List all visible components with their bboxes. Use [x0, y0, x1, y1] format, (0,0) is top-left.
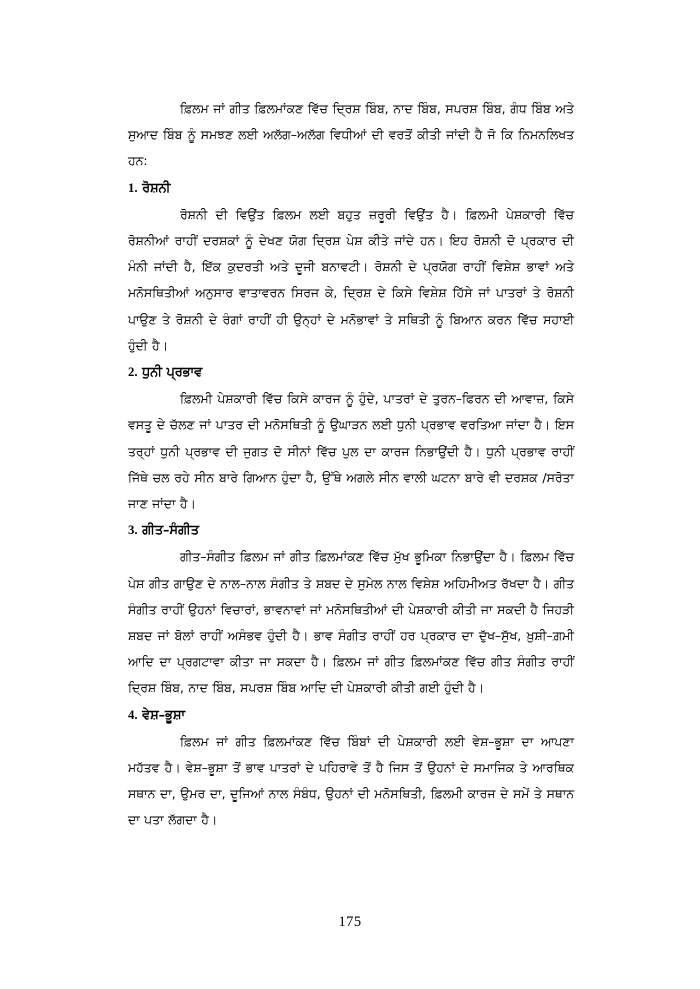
section-number-1: 1.	[128, 180, 138, 195]
intro-paragraph: ਫ਼ਿਲਮ ਜਾਂ ਗੀਤ ਫ਼ਿਲਮਾਂਕਣ ਵਿੱਚ ਦ੍ਰਿਸ਼ ਬਿੰਬ, ਨਾਦ ਬਿੰਬ, ਸਪਰਸ਼ ਬਿੰਬ, ਗੰਧ ਬਿੰਬ ਅਤੇ ਸੁਆਦ ਬਿੰਬ ਨੂੰ ਸਮਝਣ ਲਈ ਅਲੱਗ–ਅਲੱਗ ਵਿਧੀਆਂ ਦੀ ਵਰਤੋਂ ਕੀਤੀ ਜਾਂਦੀ ਹੈ ਜੋ ਕਿ ਨਿਮਨਲਿਖਤ ਹਨ:	[128, 101, 574, 169]
section-body-4: ਫ਼ਿਲਮ ਜਾਂ ਗੀਤ ਫ਼ਿਲਮਾਂਕਣ ਵਿੱਚ ਬਿੰਬਾਂ ਦੀ ਪੇਸ਼ਕਾਰੀ ਲਈ ਵੇਸ਼–ਭੂਸ਼ਾ ਦਾ ਆਪਣਾ ਮਹੱਤਵ ਹੈ। ਵੇਸ਼–ਭੂਸ਼ਾ ਤੋਂ ਭਾਵ ਪਾਤਰਾਂ ਦੇ ਪਹਿਰਾਵੇ ਤੋਂ ਹੈ ਜਿਸ ਤੋਂ ਉਹਨਾਂ ਦੇ ਸਮਾਜਿਕ ਤੇ ਆਰਥਿਕ ਸਥਾਨ ਦਾ, ਉਮਰ ਦਾ, ਦੂਜਿਆਂ ਨਾਲ ਸੰਬੰਧ, ਉਹਨਾਂ ਦੀ ਮਨੋਸਥਿਤੀ, ਫ਼ਿਲਮੀ ਕਾਰਜ ਦੇ ਸਮੇਂ ਤੇ ਸਥਾਨ ਦਾ ਪਤਾ ਲੱਗਦਾ ਹੈ।	[128, 733, 574, 828]
section-body-1: ਰੋਸ਼ਨੀ ਦੀ ਵਿਉਂਤ ਫ਼ਿਲਮ ਲਈ ਬਹੁਤ ਜ਼ਰੂਰੀ ਵਿਉਂਤ ਹੈ। ਫ਼ਿਲਮੀ ਪੇਸ਼ਕਾਰੀ ਵਿੱਚ ਰੋਸ਼ਨੀਆਂ ਰਾਹੀਂ ਦਰਸ਼ਕਾਂ ਨੂੰ ਦੇਖਣ ਯੋਗ ਦ੍ਰਿਸ਼ ਪੇਸ਼ ਕੀਤੇ ਜਾਂਦੇ ਹਨ। ਇਹ ਰੋਸ਼ਨੀ ਦੋ ਪ੍ਰਕਾਰ ਦੀ ਮੰਨੀ ਜਾਂਦੀ ਹੈ, ਇੱਕ ਕੁਦਰਤੀ ਅਤੇ ਦੂਜੀ ਬਨਾਵਟੀ। ਰੋਸ਼ਨੀ ਦੇ ਪ੍ਰਯੋਗ ਰਾਹੀਂ ਵਿਸ਼ੇਸ਼ ਭਾਵਾਂ ਅਤੇ ਮਨੋਸਥਿਤੀਆਂ ਅਨੁਸਾਰ ਵਾਤਾਵਰਨ ਸਿਰਜ ਕੇ, ਦ੍ਰਿਸ਼ ਦੇ ਕਿਸੇ ਵਿਸ਼ੇਸ਼ ਹਿੱਸੇ ਜਾਂ ਪਾਤਰਾਂ ਤੇ ਰੋਸ਼ਨੀ ਪਾਉਣ ਤੇ ਰੋਸ਼ਨੀ ਦੇ ਰੰਗਾਂ ਰਾਹੀਂ ਹੀ ਉਨ੍ਹਾਂ ਦੇ ਮਨੋਭਾਵਾਂ ਤੇ ਸਥਿਤੀ ਨੂੰ ਬਿਆਨ ਕਰਨ ਵਿੱਚ ਸਹਾਈ ਹੁੰਦੀ ਹੈ।	[128, 206, 574, 353]
section-title-1: ਰੋਸ਼ਨੀ	[142, 180, 171, 196]
page-number: 175	[338, 914, 362, 930]
section-number-3: 3.	[128, 523, 138, 538]
section-title-4: ਵੇਸ਼–ਭੂਸ਼ਾ	[142, 707, 186, 723]
section-heading-2	[128, 359, 574, 386]
section-number-4: 4.	[128, 707, 138, 722]
section-title-3: ਗੀਤ–ਸੰਗੀਤ	[142, 523, 199, 539]
section-body-3: ਗੀਤ–ਸੰਗੀਤ ਫ਼ਿਲਮ ਜਾਂ ਗੀਤ ਫ਼ਿਲਮਾਂਕਣ ਵਿੱਚ ਮੁੱਖ ਭੂਮਿਕਾ ਨਿਭਾਉਂਦਾ ਹੈ। ਫ਼ਿਲਮ ਵਿੱਚ ਪੇਸ਼ ਗੀਤ ਗਾਉਣ ਦੇ ਨਾਲ–ਨਾਲ ਸੰਗੀਤ ਤੇ ਸ਼ਬਦ ਦੇ ਸੁਮੇਲ ਨਾਲ ਵਿਸ਼ੇਸ਼ ਅਹਿਮੀਅਤ ਰੱਖਦਾ ਹੈ। ਗੀਤ ਸੰਗੀਤ ਰਾਹੀਂ ਉਹਨਾਂ ਵਿਚਾਰਾਂ, ਭਾਵਨਾਵਾਂ ਜਾਂ ਮਨੋਸਥਿਤੀਆਂ ਦੀ ਪੇਸ਼ਕਾਰੀ ਕੀਤੀ ਜਾ ਸਕਦੀ ਹੈ ਜਿਹੜੀ ਸ਼ਬਦ ਜਾਂ ਬੋਲਾਂ ਰਾਹੀਂ ਅਸੰਭਵ ਹੁੰਦੀ ਹੈ। ਭਾਵ ਸੰਗੀਤ ਰਾਹੀਂ ਹਰ ਪ੍ਰਕਾਰ ਦਾ ਦੁੱਖ–ਸੁੱਖ, ਖ਼ੁਸ਼ੀ–ਗ਼ਮੀ ਆਦਿ ਦਾ ਪ੍ਰਗਟਾਵਾ ਕੀਤਾ ਜਾ ਸਕਦਾ ਹੈ। ਫ਼ਿਲਮ ਜਾਂ ਗੀਤ ਫ਼ਿਲਮਾਂਕਣ ਵਿੱਚ ਗੀਤ ਸੰਗੀਤ ਰਾਹੀਂ ਦ੍ਰਿਸ਼ ਬਿੰਬ, ਨਾਦ ਬਿੰਬ, ਸਪਰਸ਼ ਬਿੰਬ ਆਦਿ ਦੀ ਪੇਸ਼ਕਾਰੀ ਕੀਤੀ ਗਈ ਹੁੰਦੀ ਹੈ।	[128, 549, 574, 696]
section-heading-1	[128, 175, 574, 202]
page-content	[128, 96, 574, 834]
section-heading-4	[128, 702, 574, 729]
section-number-2: 2.	[128, 365, 138, 380]
section-title-2: ਧੁਨੀ ਪ੍ਰਭਾਵ	[142, 365, 203, 381]
section-heading-3	[128, 517, 574, 544]
section-body-2: ਫ਼ਿਲਮੀ ਪੇਸ਼ਕਾਰੀ ਵਿੱਚ ਕਿਸੇ ਕਾਰਜ ਨੂੰ ਹੁੰਦੇ, ਪਾਤਰਾਂ ਦੇ ਤੁਰਨ–ਫਿਰਨ ਦੀ ਆਵਾਜ਼, ਕਿਸੇ ਵਸਤੂ ਦੇ ਚੱਲਣ ਜਾਂ ਪਾਤਰ ਦੀ ਮਨੋਸਥਿਤੀ ਨੂੰ ਉਘਾੜਨ ਲਈ ਧੁਨੀ ਪ੍ਰਭਾਵ ਵਰਤਿਆ ਜਾਂਦਾ ਹੈ। ਇਸ ਤਰ੍ਹਾਂ ਧੁਨੀ ਪ੍ਰਭਾਵ ਦੀ ਜੁਗਤ ਦੋ ਸੀਨਾਂ ਵਿੱਚ ਪੁਲ ਦਾ ਕਾਰਜ ਨਿਭਾਉਂਦੀ ਹੈ। ਧੁਨੀ ਪ੍ਰਭਾਵ ਰਾਹੀਂ ਜਿੱਥੇ ਚਲ ਰਹੇ ਸੀਨ ਬਾਰੇ ਗਿਆਨ ਹੁੰਦਾ ਹੈ, ਉੱਥੇ ਅਗਲੇ ਸੀਨ ਵਾਲੀ ਘਟਨਾ ਬਾਰੇ ਵੀ ਦਰਸ਼ਕ /ਸਰੋਤਾ ਜਾਣ ਜਾਂਦਾ ਹੈ।	[128, 391, 574, 512]
